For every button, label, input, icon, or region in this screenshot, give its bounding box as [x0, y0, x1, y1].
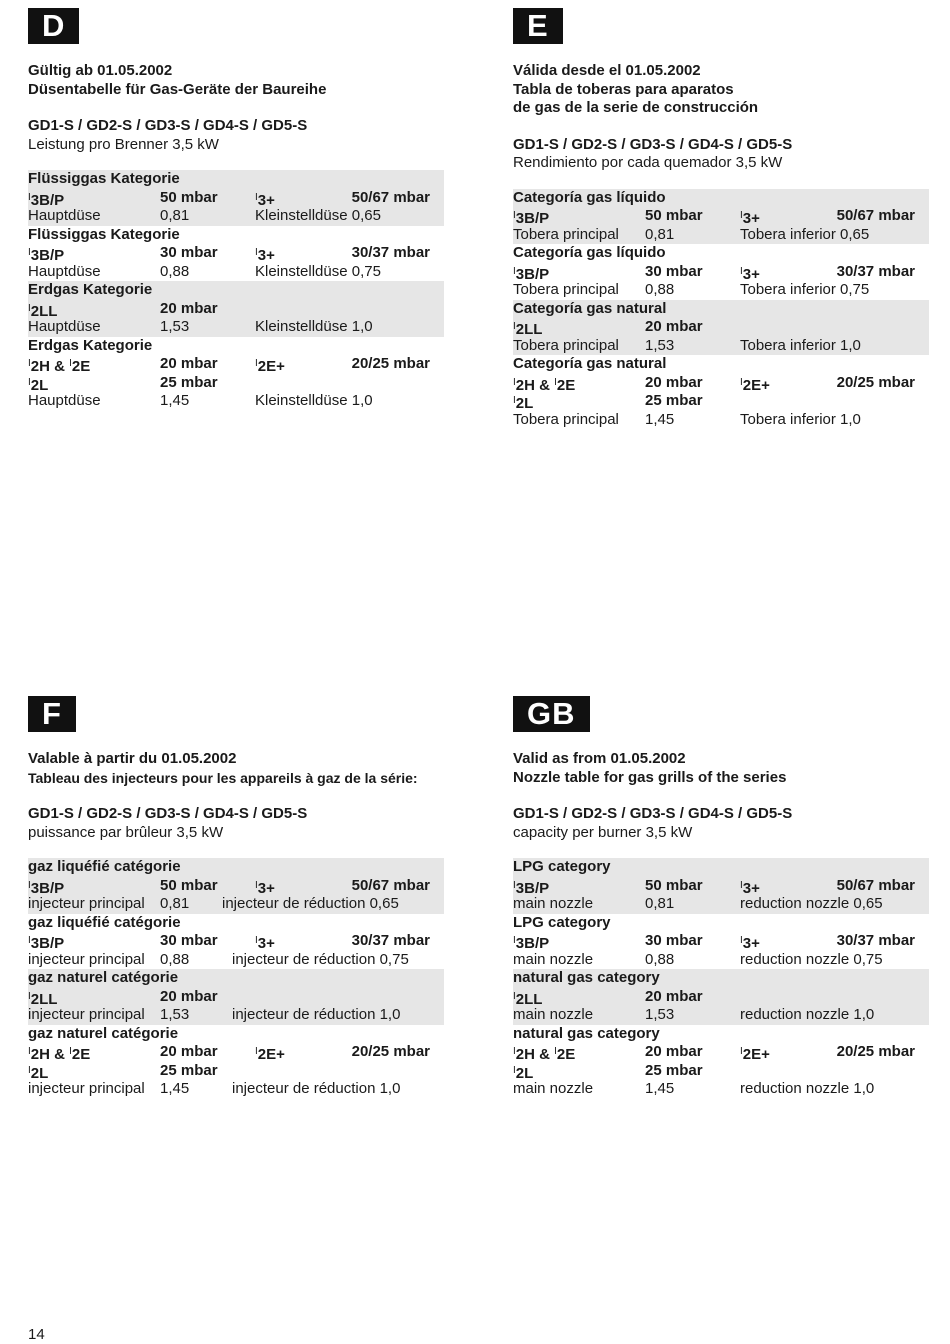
nozzle-group: [513, 1025, 929, 1099]
reduction-nozzle: injecteur de réduction 1,0: [232, 1080, 401, 1097]
category-title: Flüssiggas Kategorie: [28, 225, 180, 243]
pressure-row: [28, 877, 444, 896]
main-nozzle-label: main nozzle: [513, 1006, 594, 1023]
main-nozzle-label: Hauptdüse: [28, 262, 101, 280]
model-block: [513, 805, 929, 842]
pressure-value: 20 mbar: [160, 1043, 218, 1060]
reduction-nozzle: reduction nozzle 1,0: [740, 1080, 875, 1097]
pressure-value-alt: 50/67 mbar: [836, 207, 915, 224]
model-block: [28, 117, 444, 154]
pressure-row: [513, 877, 929, 896]
gas-code: 2H &: [515, 1046, 555, 1063]
gas-prefix: I: [513, 395, 516, 406]
pressure-value: 30 mbar: [645, 262, 703, 280]
gas-prefix: I: [28, 879, 31, 891]
gas-designation: [255, 189, 346, 208]
nozzle-row: [513, 411, 929, 430]
category-title: Erdgas Kategorie: [28, 336, 153, 354]
gas-prefix: I: [28, 302, 31, 314]
gas-prefix: I: [513, 1046, 516, 1057]
heading-line: Valable à partir du 01.05.2002: [28, 750, 237, 767]
reduction-nozzle: reduction nozzle 0,75: [740, 950, 883, 968]
model-list: GD1-S / GD2-S / GD3-S / GD4-S / GD5-S: [28, 117, 308, 134]
main-nozzle-label: Tobera principal: [513, 225, 619, 243]
gas-code: 2E+: [257, 1046, 285, 1063]
gas-code: 2E+: [257, 358, 285, 375]
category-title: gaz naturel catégorie: [28, 969, 179, 986]
gas-code: 3+: [742, 210, 760, 227]
gas-designation: [28, 189, 160, 208]
pressure-row: [28, 189, 444, 208]
main-nozzle-label: injecteur principal: [28, 1006, 145, 1023]
gas-code: 3+: [257, 935, 275, 952]
gas-prefix: I: [28, 358, 31, 369]
pressure-value: 20 mbar: [645, 1043, 703, 1060]
nozzle-row: [28, 263, 444, 282]
main-nozzle-label: Hauptdüse: [28, 207, 101, 224]
category-title: gaz liquéfié catégorie: [28, 913, 181, 931]
pressure-value-alt: 20/25 mbar: [351, 355, 430, 372]
gas-designation: [255, 932, 346, 951]
pressure-row: [28, 355, 444, 374]
heading-line: Gültig ab 01.05.2002: [28, 62, 173, 79]
pressure-row: [513, 1043, 929, 1062]
reduction-nozzle: injecteur de réduction 0,65: [222, 895, 399, 912]
pressure-row: [513, 207, 929, 226]
gas-code: 2LL: [30, 302, 58, 320]
heading-line: Düsentabelle für Gas-Geräte der Baureihe: [28, 80, 327, 98]
gas-designation: [513, 318, 645, 337]
gas-prefix: I: [554, 376, 557, 388]
gas-prefix: I: [513, 376, 516, 388]
gas-prefix: I: [513, 1064, 516, 1076]
gas-prefix: I: [28, 376, 31, 388]
gas-code: 3+: [742, 265, 760, 283]
nozzle-group: [28, 337, 444, 411]
category-title: Flüssiggas Kategorie: [28, 170, 180, 187]
nozzle-group: [28, 226, 444, 282]
main-nozzle-label: injecteur principal: [28, 1080, 145, 1097]
gas-designation: [28, 1062, 160, 1081]
pressure-value-alt: 20/25 mbar: [351, 1043, 430, 1060]
pressure-row: [28, 300, 444, 319]
gas-designation: [28, 877, 160, 896]
main-nozzle-value: 1,53: [160, 318, 190, 335]
gas-prefix: I: [513, 990, 516, 1002]
nozzle-group: [28, 858, 444, 914]
pressure-value: 50 mbar: [645, 207, 703, 224]
gas-designation: [28, 932, 160, 951]
burner-capacity: Leistung pro Brenner 3,5 kW: [28, 135, 219, 153]
pressure-row: [28, 374, 444, 393]
gas-designation: [255, 877, 346, 896]
nozzle-group: [28, 170, 444, 226]
nozzle-row: [513, 895, 929, 914]
nozzle-group: [28, 914, 444, 970]
pressure-row: [28, 1062, 444, 1081]
category-title: Categoría gas natural: [513, 299, 667, 317]
nozzle-table: [513, 858, 929, 1099]
heading-line: de gas de la serie de construcción: [513, 99, 759, 116]
gas-prefix: I: [28, 1064, 31, 1076]
model-block: [513, 136, 929, 173]
gas-prefix: I: [255, 247, 258, 258]
pressure-value: 20 mbar: [645, 987, 703, 1005]
gas-designation: [513, 1043, 645, 1062]
gas-code: 2LL: [515, 321, 543, 338]
gas-prefix: I: [28, 191, 31, 203]
pressure-row: [513, 988, 929, 1007]
gas-code: 3B/P: [30, 879, 65, 897]
gas-prefix: I: [513, 321, 516, 332]
reduction-nozzle: Kleinstelldüse 0,65: [255, 207, 381, 224]
main-nozzle-label: Hauptdüse: [28, 318, 101, 335]
pressure-value: 30 mbar: [160, 932, 218, 949]
pressure-value-alt: 20/25 mbar: [836, 373, 915, 391]
pressure-value: 20 mbar: [160, 299, 218, 317]
section-german: [28, 8, 444, 411]
burner-capacity: Rendimiento por cada quemador 3,5 kW: [513, 154, 783, 171]
gas-prefix: I: [740, 210, 743, 221]
nozzle-row: [513, 951, 929, 970]
pressure-row: [513, 374, 929, 393]
section-english: [513, 696, 929, 1099]
heading-line: Valid as from 01.05.2002: [513, 750, 686, 767]
main-nozzle-value: 0,81: [160, 207, 190, 224]
gas-designation: [513, 1062, 645, 1081]
gas-code: 2E+: [742, 1046, 770, 1063]
main-nozzle-label: injecteur principal: [28, 895, 145, 912]
pressure-value: 50 mbar: [160, 876, 218, 894]
category-title: Categoría gas natural: [513, 355, 667, 372]
main-nozzle-value: 1,45: [645, 410, 675, 428]
category-title: LPG category: [513, 858, 611, 875]
gas-prefix: I: [255, 935, 258, 946]
gas-prefix: I: [513, 879, 516, 891]
nozzle-group: [513, 300, 929, 356]
main-nozzle-label: injecteur principal: [28, 950, 145, 968]
main-nozzle-value: 1,45: [645, 1080, 675, 1097]
nozzle-group: [28, 281, 444, 337]
nozzle-row: [513, 1006, 929, 1025]
pressure-row: [28, 1043, 444, 1062]
nozzle-group: [513, 914, 929, 970]
gas-prefix: I: [513, 265, 516, 277]
gas-prefix: I: [28, 990, 31, 1002]
main-nozzle-value: 0,88: [160, 262, 190, 280]
pressure-row: [513, 1062, 929, 1081]
nozzle-row: [513, 281, 929, 300]
gas-prefix: I: [69, 1046, 72, 1057]
main-nozzle-value: 0,81: [645, 895, 675, 912]
gas-designation: [740, 207, 831, 226]
gas-code: 3+: [257, 191, 275, 209]
nozzle-row: [28, 392, 444, 411]
validity-heading: [513, 750, 929, 787]
gas-code: 2E: [556, 376, 576, 394]
reduction-nozzle: reduction nozzle 0,65: [740, 895, 883, 912]
main-nozzle-value: 1,53: [645, 1006, 675, 1023]
pressure-value-alt: 50/67 mbar: [351, 876, 430, 894]
gas-code: 3+: [257, 879, 275, 897]
pressure-value: 30 mbar: [645, 932, 703, 949]
gas-code: 2LL: [30, 990, 58, 1008]
gas-designation: [28, 355, 160, 374]
reduction-nozzle: injecteur de réduction 0,75: [232, 950, 409, 968]
gas-prefix: I: [28, 1046, 31, 1057]
gas-designation: [740, 932, 831, 951]
pressure-value: 30 mbar: [160, 244, 218, 261]
gas-code: 2E+: [742, 376, 770, 394]
pressure-value: 25 mbar: [645, 392, 703, 409]
gas-prefix: I: [513, 210, 516, 221]
gas-prefix: I: [28, 247, 31, 258]
gas-designation: [28, 374, 160, 393]
gas-code: 2L: [515, 395, 534, 412]
gas-code: 3+: [742, 935, 760, 952]
main-nozzle-value: 1,53: [160, 1006, 190, 1023]
pressure-value-alt: 50/67 mbar: [836, 876, 915, 894]
category-title: Categoría gas líquido: [513, 188, 666, 206]
main-nozzle-value: 0,88: [645, 950, 675, 968]
reduction-nozzle: Tobera inferior 0,65: [740, 225, 870, 243]
language-badge: GB: [513, 696, 590, 732]
language-badge: E: [513, 8, 563, 44]
pressure-value: 25 mbar: [160, 373, 218, 391]
gas-code: 2E: [71, 358, 91, 375]
gas-designation: [255, 1043, 346, 1062]
reduction-nozzle: Kleinstelldüse 1,0: [255, 318, 373, 335]
section-spanish: [513, 8, 929, 429]
pressure-value-alt: 20/25 mbar: [836, 1043, 915, 1060]
main-nozzle-value: 1,45: [160, 1080, 190, 1097]
gas-prefix: I: [740, 265, 743, 277]
gas-prefix: I: [255, 879, 258, 891]
model-list: GD1-S / GD2-S / GD3-S / GD4-S / GD5-S: [513, 805, 793, 822]
pressure-value-alt: 30/37 mbar: [836, 262, 915, 280]
validity-heading: [28, 62, 444, 99]
gas-prefix: I: [255, 358, 258, 369]
main-nozzle-label: main nozzle: [513, 1080, 594, 1097]
heading-line: Válida desde el 01.05.2002: [513, 62, 701, 79]
nozzle-group: [513, 969, 929, 1025]
section-french: [28, 696, 444, 1099]
gas-code: 3B/P: [515, 935, 550, 952]
model-list: GD1-S / GD2-S / GD3-S / GD4-S / GD5-S: [513, 135, 793, 153]
gas-code: 3B/P: [515, 879, 550, 897]
gas-code: 3B/P: [30, 935, 65, 952]
reduction-nozzle: Tobera inferior 1,0: [740, 410, 861, 428]
pressure-value: 25 mbar: [645, 1061, 703, 1079]
pressure-value: 50 mbar: [160, 188, 218, 206]
category-title: Categoría gas líquido: [513, 244, 666, 261]
page-number: 14: [28, 1326, 45, 1343]
main-nozzle-label: Tobera principal: [513, 336, 619, 354]
gas-designation: [28, 300, 160, 319]
pressure-row: [28, 244, 444, 263]
main-nozzle-label: main nozzle: [513, 950, 594, 968]
gas-code: 2E: [71, 1046, 91, 1063]
nozzle-table: [28, 170, 444, 411]
category-title: gaz naturel catégorie: [28, 1024, 179, 1042]
pressure-row: [28, 932, 444, 951]
gas-code: 3B/P: [515, 210, 550, 227]
nozzle-row: [28, 207, 444, 226]
nozzle-table: [513, 189, 929, 430]
gas-prefix: I: [740, 1046, 743, 1057]
validity-heading: [28, 750, 444, 787]
gas-code: 3B/P: [515, 265, 550, 283]
pressure-value-alt: 30/37 mbar: [351, 932, 430, 949]
main-nozzle-value: 1,53: [645, 336, 675, 354]
nozzle-group: [513, 355, 929, 429]
gas-code: 3B/P: [30, 247, 65, 264]
burner-capacity: puissance par brûleur 3,5 kW: [28, 823, 224, 841]
pressure-value-alt: 30/37 mbar: [836, 932, 915, 949]
gas-designation: [513, 877, 645, 896]
pressure-value-alt: 30/37 mbar: [351, 244, 430, 261]
gas-code: 2L: [515, 1064, 534, 1082]
gas-designation: [513, 392, 645, 411]
heading-line: Tabla de toberas para aparatos: [513, 80, 734, 98]
gas-prefix: I: [69, 358, 72, 369]
nozzle-group: [28, 1025, 444, 1099]
language-badge: D: [28, 8, 79, 44]
nozzle-row: [513, 1080, 929, 1099]
gas-prefix: I: [740, 879, 743, 891]
pressure-row: [513, 392, 929, 411]
reduction-nozzle: Kleinstelldüse 1,0: [255, 392, 373, 409]
gas-prefix: I: [255, 191, 258, 203]
model-block: [28, 805, 444, 842]
nozzle-group: [513, 244, 929, 300]
gas-designation: [513, 932, 645, 951]
pressure-row: [513, 318, 929, 337]
reduction-nozzle: Tobera inferior 0,75: [740, 281, 870, 298]
language-badge: F: [28, 696, 76, 732]
gas-designation: [740, 1043, 831, 1062]
gas-designation: [255, 244, 346, 263]
gas-code: 2H &: [515, 376, 555, 394]
main-nozzle-label: main nozzle: [513, 895, 594, 912]
heading-line: Nozzle table for gas grills of the series: [513, 768, 787, 786]
category-title: natural gas category: [513, 1024, 660, 1042]
validity-heading: [513, 62, 929, 118]
gas-designation: [255, 355, 346, 374]
gas-code: 2L: [30, 1064, 49, 1082]
main-nozzle-value: 1,45: [160, 392, 190, 409]
gas-prefix: I: [255, 1046, 258, 1057]
main-nozzle-label: Hauptdüse: [28, 392, 101, 409]
reduction-nozzle: injecteur de réduction 1,0: [232, 1006, 401, 1023]
nozzle-group: [28, 969, 444, 1025]
gas-code: 3+: [742, 879, 760, 897]
pressure-value: 20 mbar: [160, 987, 218, 1005]
gas-designation: [740, 263, 831, 282]
gas-code: 2L: [30, 376, 49, 394]
gas-code: 2H &: [30, 1046, 70, 1063]
main-nozzle-label: Tobera principal: [513, 281, 619, 298]
pressure-value: 25 mbar: [160, 1061, 218, 1079]
gas-designation: [28, 244, 160, 263]
pressure-value: 20 mbar: [645, 373, 703, 391]
gas-code: 2LL: [515, 990, 543, 1008]
pressure-row: [513, 932, 929, 951]
pressure-row: [513, 263, 929, 282]
gas-designation: [740, 877, 831, 896]
burner-capacity: capacity per burner 3,5 kW: [513, 823, 693, 841]
nozzle-row: [28, 1006, 444, 1025]
reduction-nozzle: reduction nozzle 1,0: [740, 1006, 875, 1023]
nozzle-group: [513, 858, 929, 914]
pressure-row: [28, 988, 444, 1007]
category-title: natural gas category: [513, 969, 660, 986]
pressure-value: 20 mbar: [645, 318, 703, 335]
main-nozzle-value: 0,81: [645, 225, 675, 243]
nozzle-row: [513, 226, 929, 245]
nozzle-row: [28, 951, 444, 970]
gas-designation: [513, 988, 645, 1007]
main-nozzle-value: 0,88: [645, 281, 675, 298]
category-title: LPG category: [513, 913, 611, 931]
category-title: gaz liquéfié catégorie: [28, 858, 181, 875]
nozzle-row: [28, 1080, 444, 1099]
gas-code: 3B/P: [30, 191, 65, 209]
reduction-nozzle: Tobera inferior 1,0: [740, 336, 861, 354]
pressure-value: 20 mbar: [160, 355, 218, 372]
gas-prefix: I: [513, 935, 516, 946]
pressure-value: 50 mbar: [645, 876, 703, 894]
pressure-value-alt: 50/67 mbar: [351, 188, 430, 206]
gas-designation: [513, 207, 645, 226]
nozzle-row: [28, 318, 444, 337]
gas-designation: [513, 374, 645, 393]
category-title: Erdgas Kategorie: [28, 281, 153, 298]
gas-code: 2E: [556, 1046, 576, 1063]
gas-designation: [740, 374, 831, 393]
main-nozzle-value: 0,88: [160, 950, 190, 968]
gas-designation: [28, 1043, 160, 1062]
heading-line: Tableau des injecteurs pour les appareils à gaz de la série:: [28, 769, 418, 786]
reduction-nozzle: Kleinstelldüse 0,75: [255, 262, 381, 280]
gas-code: 3+: [257, 247, 275, 264]
model-list: GD1-S / GD2-S / GD3-S / GD4-S / GD5-S: [28, 805, 308, 822]
gas-designation: [513, 263, 645, 282]
nozzle-table: [28, 858, 444, 1099]
gas-designation: [28, 988, 160, 1007]
gas-prefix: I: [28, 935, 31, 946]
main-nozzle-value: 0,81: [160, 895, 190, 912]
nozzle-row: [28, 895, 444, 914]
gas-prefix: I: [740, 935, 743, 946]
nozzle-group: [513, 189, 929, 245]
gas-prefix: I: [554, 1046, 557, 1057]
gas-prefix: I: [740, 376, 743, 388]
main-nozzle-label: Tobera principal: [513, 410, 619, 428]
nozzle-row: [513, 337, 929, 356]
gas-code: 2H &: [30, 358, 70, 375]
